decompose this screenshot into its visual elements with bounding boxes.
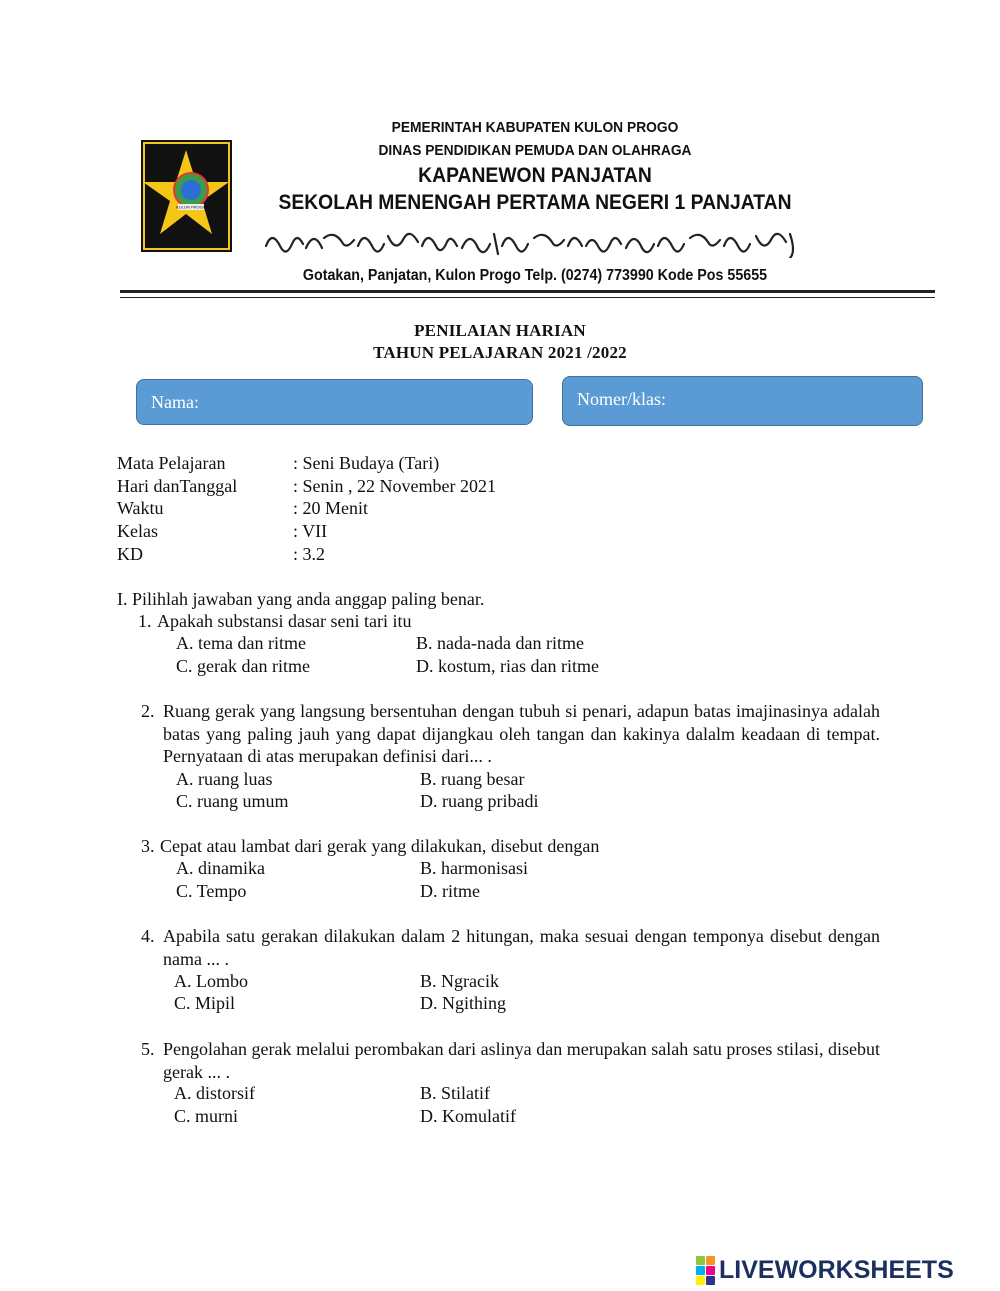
info-label: Kelas bbox=[117, 521, 158, 541]
answer-option[interactable]: A. dinamika bbox=[176, 858, 265, 878]
answer-option[interactable]: C. Tempo bbox=[176, 881, 247, 901]
class-number-field-label: Nomer/klas: bbox=[577, 389, 666, 409]
question-text: Apabila satu gerakan dilakukan dalam 2 hitungan, maka sesuai dengan temponya disebut dengan nama ... . bbox=[163, 926, 880, 969]
name-field-label: Nama: bbox=[151, 392, 199, 412]
answer-option[interactable]: D. kostum, rias dan ritme bbox=[416, 656, 599, 676]
info-label: KD bbox=[117, 544, 143, 564]
question-text: Ruang gerak yang langsung bersentuhan dengan tubuh si penari, adapun batas imajinasinya adalah batas yang paling jauh yang dapat dijangkau oleh tangan dan kakinya dalalm keadaan di tempat. Pernyataan di atas merupakan definisi dari... . bbox=[163, 701, 880, 766]
answer-option[interactable]: C. murni bbox=[174, 1106, 239, 1126]
answer-option[interactable]: A. Lombo bbox=[174, 971, 248, 991]
info-label: Mata Pelajaran bbox=[117, 453, 226, 473]
info-value: : Senin , 22 November 2021 bbox=[293, 476, 496, 496]
exam-title: PENILAIAN HARIAN bbox=[414, 321, 586, 340]
exam-year: TAHUN PELAJARAN 2021 /2022 bbox=[373, 343, 627, 362]
answer-option[interactable]: C. gerak dan ritme bbox=[176, 656, 310, 676]
answer-option[interactable]: B. ruang besar bbox=[420, 769, 525, 789]
header-divider bbox=[120, 290, 935, 293]
answer-option[interactable]: B. harmonisasi bbox=[420, 858, 528, 878]
header-address: Gotakan, Panjatan, Kulon Progo Telp. (0274) 773990 Kode Pos 55655 bbox=[302, 267, 768, 284]
svg-text:KULON PROGO: KULON PROGO bbox=[176, 204, 206, 210]
answer-option[interactable]: B. nada-nada dan ritme bbox=[416, 633, 584, 653]
question-text: Apakah substansi dasar seni tari itu bbox=[157, 611, 412, 631]
header-school-name: SEKOLAH MENENGAH PERTAMA NEGERI 1 PANJATAN bbox=[278, 191, 792, 214]
info-value: : VII bbox=[293, 521, 328, 541]
instruction: I. Pilihlah jawaban yang anda anggap paling benar. bbox=[117, 589, 485, 609]
header-department: DINAS PENDIDIKAN PEMUDA DAN OLAHRAGA bbox=[378, 142, 692, 159]
liveworksheets-logo-icon bbox=[696, 1256, 715, 1285]
header-government: PEMERINTAH KABUPATEN KULON PROGO bbox=[391, 119, 679, 136]
header-divider-thin bbox=[120, 297, 935, 298]
answer-option[interactable]: C. ruang umum bbox=[176, 791, 289, 811]
answer-option[interactable]: D. Ngithing bbox=[420, 993, 507, 1013]
info-label: Waktu bbox=[117, 498, 164, 518]
javanese-script-image bbox=[262, 224, 810, 258]
answer-option[interactable]: B. Stilatif bbox=[420, 1083, 491, 1103]
answer-option[interactable]: A. tema dan ritme bbox=[176, 633, 306, 653]
question-text: Cepat atau lambat dari gerak yang dilakukan, disebut dengan bbox=[160, 836, 600, 856]
kulon-progo-emblem-icon bbox=[141, 140, 232, 252]
answer-option[interactable]: A. distorsif bbox=[174, 1083, 255, 1103]
answer-option[interactable]: D. Komulatif bbox=[420, 1106, 516, 1126]
question-number: 2. bbox=[141, 701, 155, 721]
answer-option[interactable]: C. Mipil bbox=[174, 993, 236, 1013]
info-label: Hari danTanggal bbox=[117, 476, 238, 496]
class-number-field[interactable] bbox=[562, 376, 923, 426]
answer-option[interactable]: A. ruang luas bbox=[176, 769, 273, 789]
name-field[interactable] bbox=[136, 379, 533, 425]
header-district: KAPANEWON PANJATAN bbox=[418, 164, 652, 187]
answer-option[interactable]: B. Ngracik bbox=[420, 971, 499, 991]
question-number: 1. bbox=[138, 611, 152, 631]
school-logo bbox=[141, 140, 232, 252]
answer-option[interactable]: D. ritme bbox=[420, 881, 480, 901]
info-value: : Seni Budaya (Tari) bbox=[293, 453, 440, 473]
liveworksheets-watermark bbox=[696, 1254, 954, 1286]
question-number: 5. bbox=[141, 1039, 155, 1059]
question-text: Pengolahan gerak melalui perombakan dari aslinya dan merupakan salah satu proses stilasi, disebut gerak ... . bbox=[163, 1039, 880, 1082]
info-value: : 3.2 bbox=[293, 544, 326, 564]
answer-option[interactable]: D. ruang pribadi bbox=[420, 791, 539, 811]
question-number: 3. bbox=[141, 836, 155, 856]
question-number: 4. bbox=[141, 926, 155, 946]
info-value: : 20 Menit bbox=[293, 498, 368, 518]
watermark-text: LIVEWORKSHEETS bbox=[719, 1255, 954, 1284]
